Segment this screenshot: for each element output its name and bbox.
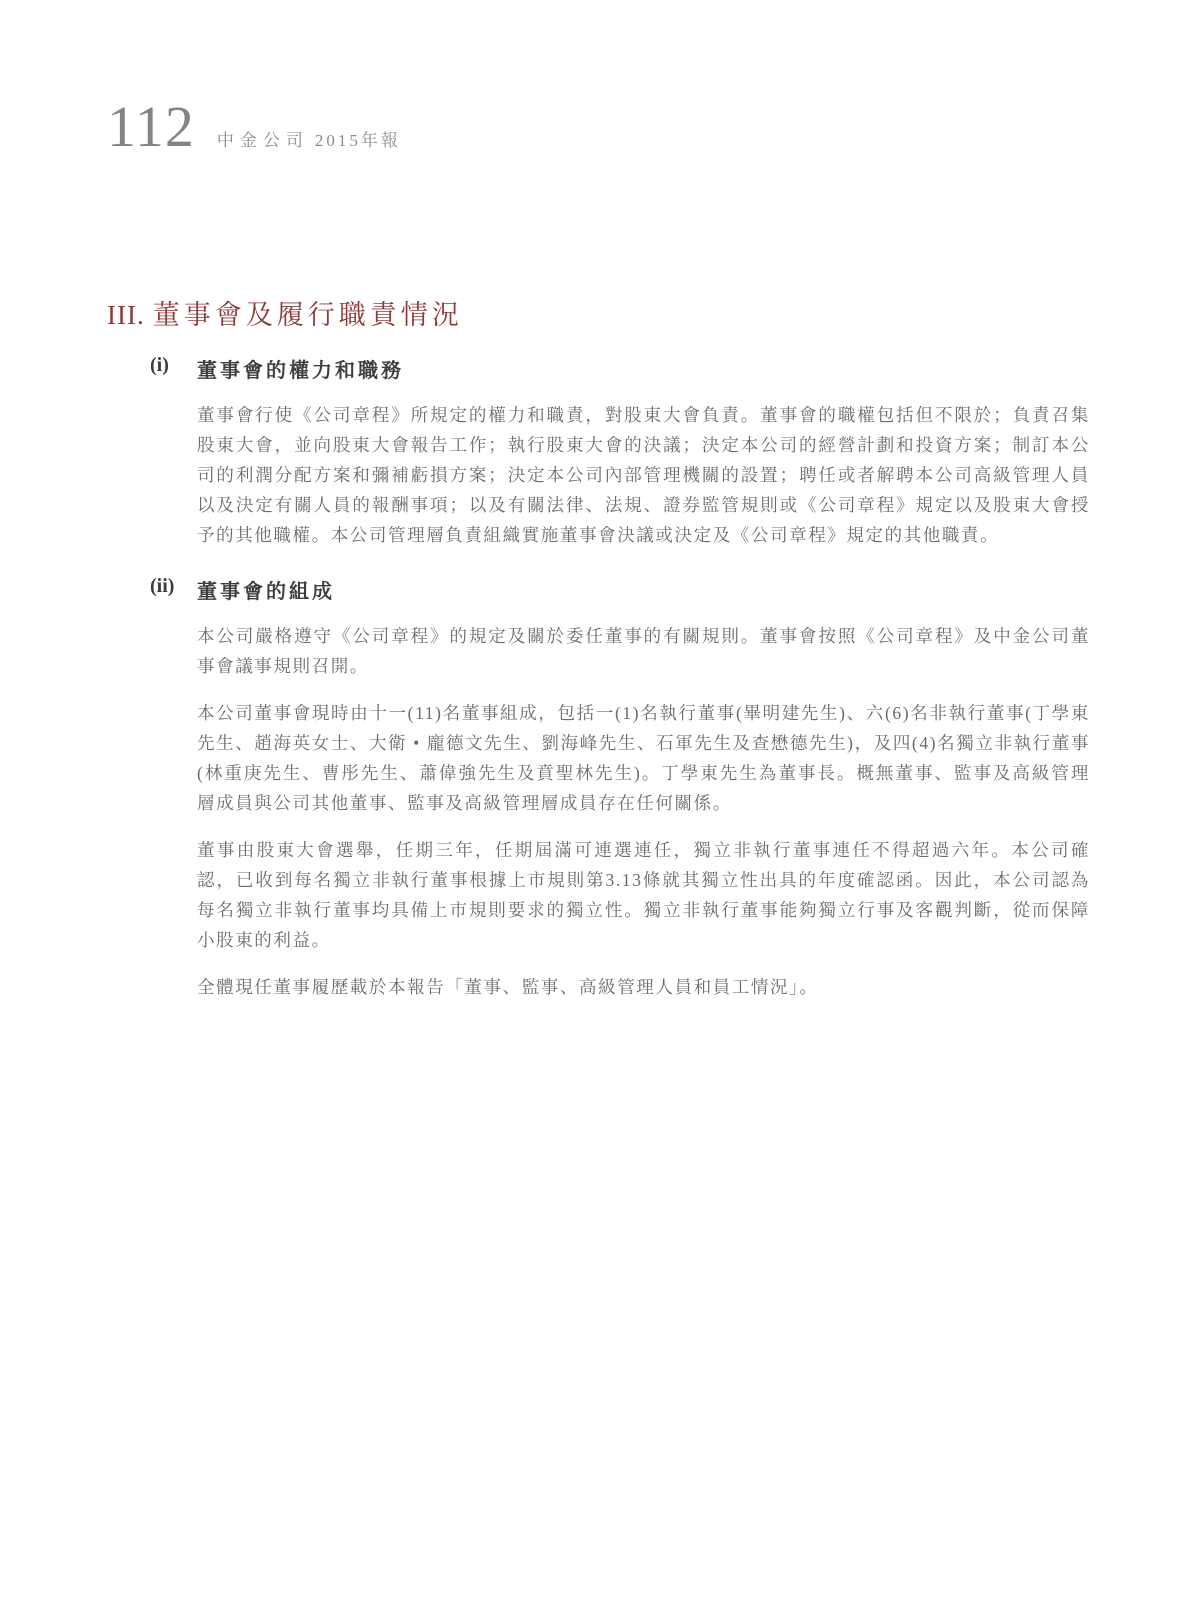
paragraph: 董事由股東大會選舉，任期三年，任期屆滿可連選連任，獨立非執行董事連任不得超過六年。本公司確認，已收到每名獨立非執行董事根據上市規則第3.13條就其獨立性出具的年度確認函。因此，本公司認為每名獨立非執行董事均具備上市規則要求的獨立性。獨立非執行董事能夠獨立行事及客觀判斷，從而保障小股東的利益。 [197,840,1090,950]
paragraph: 本公司董事會現時由十一(11)名董事組成，包括一(1)名執行董事(畢明建先生)、六(6)名非執行董事(丁學東先生、趙海英女士、大衛 • 龐德文先生、劉海峰先生、石軍先生及查懋德先生)，及四(4)名獨立非執行董事(林重庚先生、曹彤先生、蕭偉強先生及賁聖林先生)。丁學東先生為董事長。概無董事、監事及高級管理層成員與公司其他董事、監事及高級管理層成員存在任何關係。 [197,703,1090,813]
subsection-ii-body [197,621,1090,1002]
subsection-i-heading [107,354,1090,383]
subsection-ii-heading [107,575,1090,604]
section-title-text: 董事會及履行職責情況 [152,300,463,330]
page-content [107,293,1090,1002]
company-name: 中金公司 [216,131,309,150]
paragraph: 本公司嚴格遵守《公司章程》的規定及關於委任董事的有關規則。董事會按照《公司章程》及中金公司董事會議事規則召開。 [197,626,1090,676]
page-number: 112 [107,94,195,159]
subsection-i [107,354,1090,550]
subsection-i-body [197,400,1090,550]
subsection-ii [107,575,1090,1002]
subsection-ii-title: 董事會的組成 [197,581,335,603]
section-title [107,293,1090,332]
report-caption [217,126,401,151]
section-number: III. [107,300,145,330]
subsection-i-title: 董事會的權力和職務 [197,360,404,382]
report-year: 2015年報 [314,131,401,150]
paragraph: 全體現任董事履歷載於本報告「董事、監事、高級管理人員和員工情況」。 [197,977,819,997]
running-header [107,94,401,159]
subsection-ii-label: (ii) [150,575,175,597]
paragraph: 董事會行使《公司章程》所規定的權力和職責，對股東大會負責。董事會的職權包括但不限於；負責召集股東大會，並向股東大會報告工作；執行股東大會的決議；決定本公司的經營計劃和投資方案；制訂本公司的利潤分配方案和彌補虧損方案；決定本公司內部管理機關的設置；聘任或者解聘本公司高級管理人員以及決定有關人員的報酬事項；以及有關法律、法規、證券監管規則或《公司章程》規定以及股東大會授予的其他職權。本公司管理層負責組織實施董事會決議或決定及《公司章程》規定的其他職責。 [197,405,1090,545]
subsection-i-label: (i) [150,354,169,376]
